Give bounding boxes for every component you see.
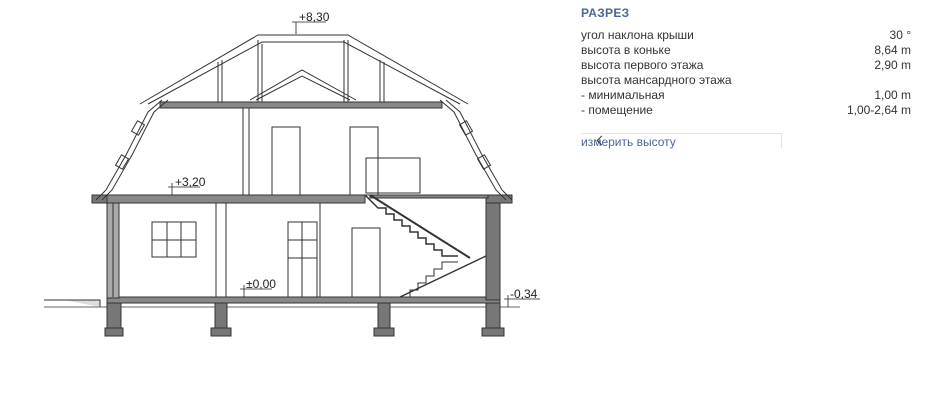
spec-row-first-floor-height [581,58,911,73]
spec-label: - минимальная [581,88,665,102]
measure-height-label: измерить высоту [581,135,676,149]
spec-value: 1,00-2,64 m [846,103,911,117]
section-title: РАЗРЕЗ [581,6,630,20]
section-info-panel [581,6,911,118]
spec-row-attic-min [581,88,911,103]
spec-value: 30 ° [889,28,911,42]
terrain-level-label: -0,34 [510,287,538,301]
measure-height-link[interactable] [581,133,782,148]
spec-label: угол наклона крыши [581,28,694,42]
spec-label: высота в коньке [581,43,671,57]
ridge-level-label: +8,30 [299,10,330,24]
spec-value: 1,00 m [874,88,911,102]
spec-row-ridge-height [581,43,911,58]
spec-value: 8,64 m [874,43,911,57]
spec-row-attic-height [581,73,911,88]
attic-floor-level-label: +3,20 [175,175,206,189]
spec-label: - помещение [581,103,653,117]
ground-floor-level-label: ±0,00 [246,277,276,291]
spec-row-roof-angle [581,28,911,43]
spec-value: 2,90 m [874,58,911,72]
spec-label: высота мансардного этажа [581,73,732,87]
spec-row-attic-room [581,103,911,118]
spec-label: высота первого этажа [581,58,704,72]
